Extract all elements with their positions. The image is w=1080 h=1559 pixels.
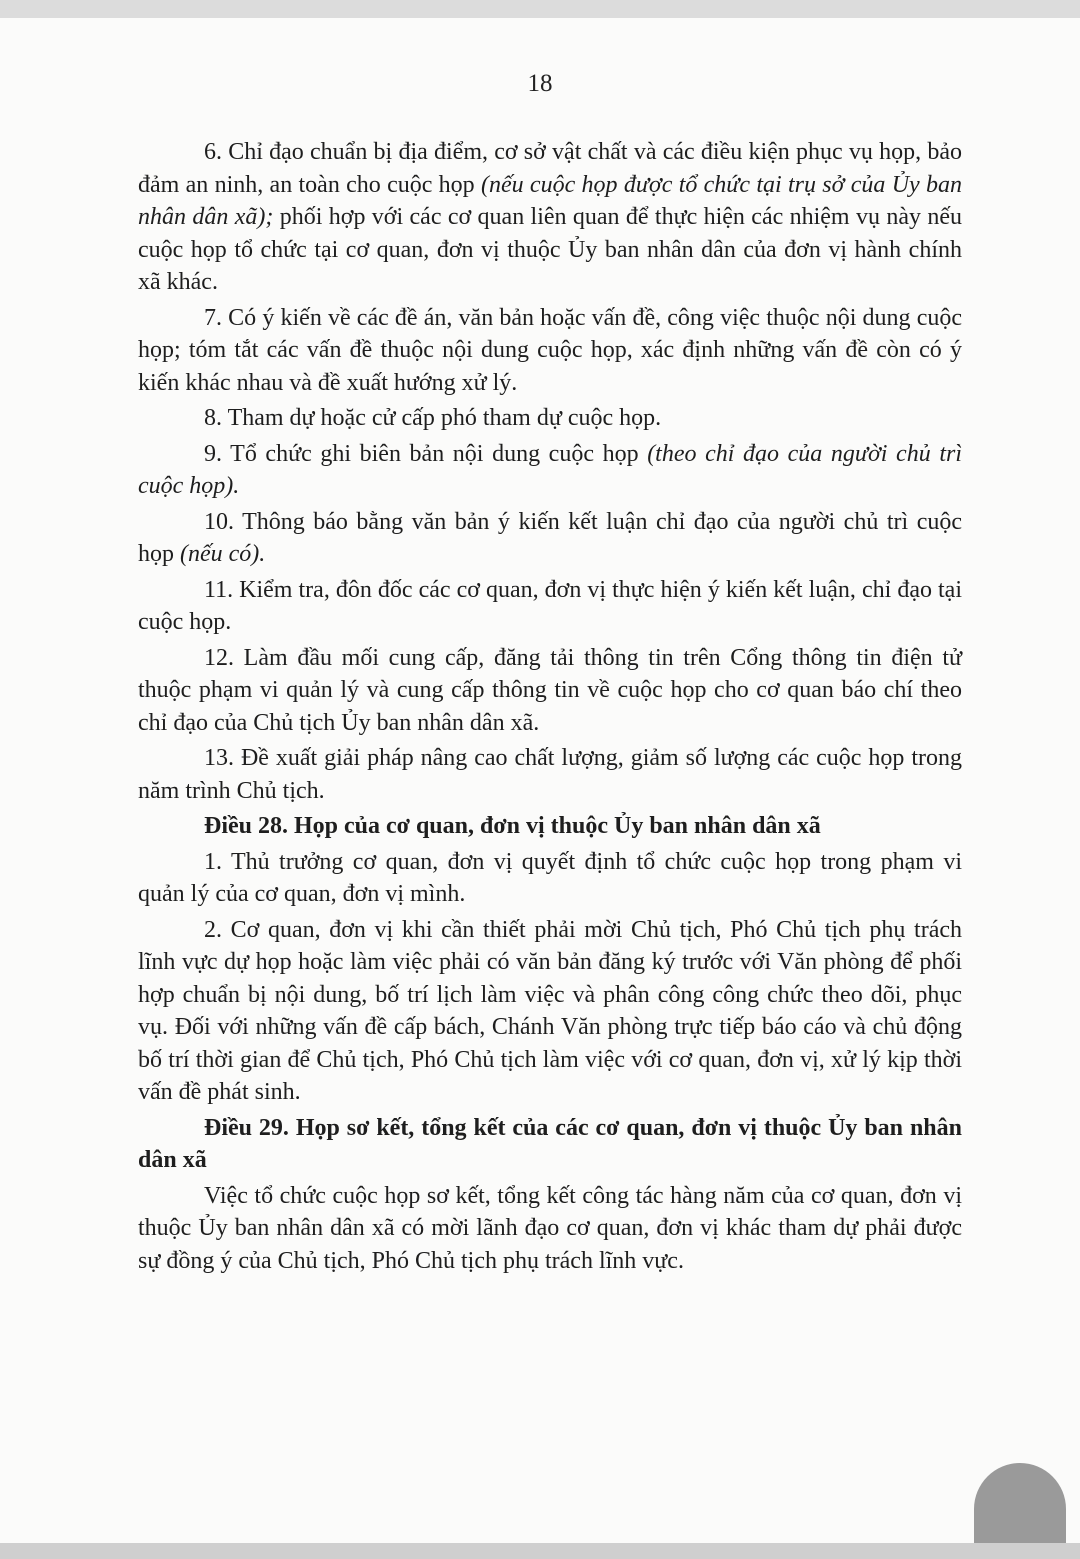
article-28-clause-1: 1. Thủ trưởng cơ quan, đơn vị quyết định tổ chức cuộc họp trong phạm vi quản lý của cơ quan, đơn vị mình. — [138, 848, 962, 907]
item-10: 10. Thông báo bằng văn bản ý kiến kết luận chỉ đạo của người chủ trì cuộc họp (nếu có). — [138, 508, 962, 567]
item-6: 6. Chỉ đạo chuẩn bị địa điểm, cơ sở vật chất và các điều kiện phục vụ họp, bảo đảm an ninh, an toàn cho cuộc họp (nếu cuộc họp được tổ chức tại trụ sở của Ủy ban nhân dân xã); phối hợp với các cơ quan liên quan để thực hiện các nhiệm vụ này nếu cuộc họp tổ chức tại cơ quan, đơn vị thuộc Ủy ban nhân dân của đơn vị hành chính xã khác. — [138, 139, 962, 295]
item-12: 12. Làm đầu mối cung cấp, đăng tải thông tin trên Cổng thông tin điện tử thuộc phạm vi quản lý và cung cấp thông tin về cuộc họp cho cơ quan báo chí theo chỉ đạo của Chủ tịch Ủy ban nhân dân xã. — [138, 644, 962, 736]
item-9: 9. Tổ chức ghi biên bản nội dung cuộc họp (theo chỉ đạo của người chủ trì cuộc họp). — [138, 440, 962, 499]
article-28-heading: Điều 28. Họp của cơ quan, đơn vị thuộc Ủy ban nhân dân xã — [204, 813, 821, 839]
page-number: 18 — [527, 70, 553, 97]
item-13: 13. Đề xuất giải pháp nâng cao chất lượng, giảm số lượng các cuộc họp trong năm trình Chủ tịch. — [138, 745, 962, 804]
item-7: 7. Có ý kiến về các đề án, văn bản hoặc vấn đề, công việc thuộc nội dung cuộc họp; tóm tắt các vấn đề thuộc nội dung cuộc họp, xác định những vấn đề còn có ý kiến khác nhau và đề xuất hướng xử lý. — [138, 304, 962, 396]
article-29-body: Việc tổ chức cuộc họp sơ kết, tổng kết công tác hàng năm của cơ quan, đơn vị thuộc Ủy ban nhân dân xã có mời lãnh đạo cơ quan, đơn vị khác tham dự phải được sự đồng ý của Chủ tịch, Phó Chủ tịch phụ trách lĩnh vực. — [138, 1182, 962, 1274]
item-11: 11. Kiểm tra, đôn đốc các cơ quan, đơn vị thực hiện ý kiến kết luận, chỉ đạo tại cuộc họp. — [138, 576, 962, 635]
document-body — [138, 136, 962, 1280]
item-8: 8. Tham dự hoặc cử cấp phó tham dự cuộc họp. — [204, 405, 662, 431]
scroll-corner-tab — [974, 1463, 1066, 1543]
article-28-clause-2: 2. Cơ quan, đơn vị khi cần thiết phải mời Chủ tịch, Phó Chủ tịch phụ trách lĩnh vực dự họp hoặc làm việc phải có văn bản đăng ký trước với Văn phòng để phối hợp chuẩn bị nội dung, bố trí lịch làm việc và phân công công chức theo dõi, phục vụ. Đối với những vấn đề cấp bách, Chánh Văn phòng trực tiếp báo cáo và chủ động bố trí thời gian để Chủ tịch, Phó Chủ tịch làm việc với cơ quan, đơn vị, xử lý kịp thời vấn đề phát sinh. — [138, 916, 962, 1105]
article-29-heading: Điều 29. Họp sơ kết, tổng kết của các cơ quan, đơn vị thuộc Ủy ban nhân dân xã — [138, 1114, 962, 1173]
